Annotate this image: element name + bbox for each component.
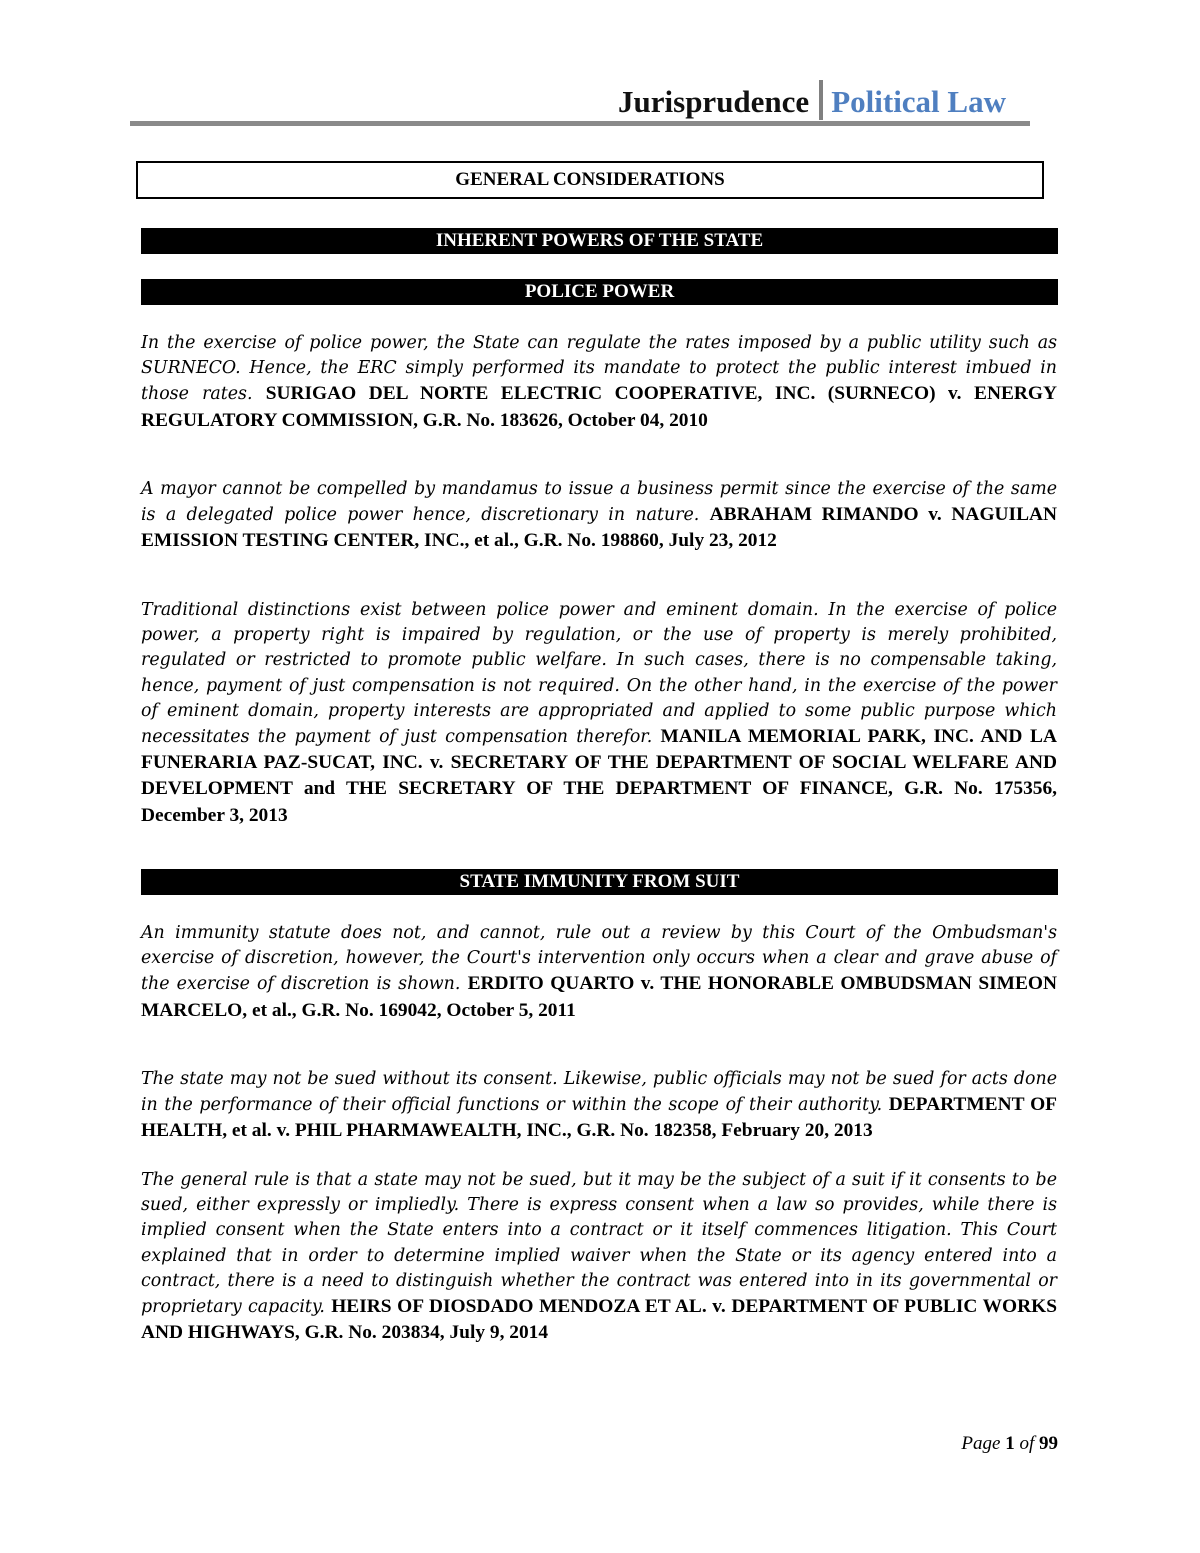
paragraph-3 xyxy=(141,598,1057,829)
case-citation: HEIRS OF DIOSDADO MENDOZA ET AL. v. DEPARTMENT OF PUBLIC WORKS AND HIGHWAYS, G.R. No. 203834, July 9, 2014 xyxy=(141,1296,1058,1344)
paragraph-text: In the exercise of police power, the State can regulate the rates imposed by a public utility such as SURNECO. Hence, the ERC simply performed its mandate to protect the public interest imbued in those rates. xyxy=(141,333,1057,405)
paragraph-text: The state may not be sued without its consent. Likewise, public officials may not be sued for acts done in the performance of their official functions or within the scope of their authority. xyxy=(141,1069,1057,1116)
case-citation: MANILA MEMORIAL PARK, INC. AND LA FUNERARIA PAZ-SUCAT, INC. v. SECRETARY OF THE DEPARTMENT OF SOCIAL WELFARE AND DEVELOPMENT and THE SECRETARY OF THE DEPARTMENT OF FINANCE, G.R. No. 175356, December 3, 2013 xyxy=(141,726,1057,826)
header-divider xyxy=(819,80,823,120)
paragraph-6 xyxy=(141,1168,1057,1346)
paragraph-2 xyxy=(141,477,1057,555)
page-header xyxy=(130,70,1030,124)
section-general-considerations: GENERAL CONSIDERATIONS xyxy=(136,161,1044,199)
section-inherent-powers: INHERENT POWERS OF THE STATE xyxy=(141,228,1058,254)
header-title-right: Political Law xyxy=(831,84,1006,119)
footer-page-word: Page xyxy=(961,1433,1001,1454)
paragraph-text: An immunity statute does not, and cannot, rule out a review by this Court of the Ombudsman's exercise of discretion, however, the Court's intervention only occurs when a clear and grave abuse of the exercise of discretion is shown. xyxy=(141,923,1057,995)
header-rule xyxy=(130,121,1030,126)
paragraph-1 xyxy=(141,331,1057,434)
page-footer xyxy=(961,1433,1058,1455)
footer-total-pages: 99 xyxy=(1039,1433,1058,1454)
case-citation: ABRAHAM RIMANDO v. NAGUILAN EMISSION TESTING CENTER, INC., et al., G.R. No. 198860, July 23, 2012 xyxy=(141,504,1058,552)
footer-page-number: 1 xyxy=(1005,1433,1015,1454)
section-police-power: POLICE POWER xyxy=(141,279,1058,305)
case-citation: ERDITO QUARTO v. THE HONORABLE OMBUDSMAN SIMEON MARCELO, et al., G.R. No. 169042, October 5, 2011 xyxy=(141,973,1057,1021)
section-state-immunity: STATE IMMUNITY FROM SUIT xyxy=(141,869,1058,895)
footer-of-word: of xyxy=(1019,1433,1035,1454)
paragraph-5 xyxy=(141,1067,1057,1145)
paragraph-text: The general rule is that a state may not be sued, but it may be the subject of a suit if it consents to be sued, either expressly or impliedly. There is express consent when a law so provides, while there is implied consent when the State enters into a contract or it itself commences litigation. This Court explained that in order to determine implied waiver when the State or its agency entered into a contract, there is a need to distinguish whether the contract was entered into in its governmental or proprietary capacity. xyxy=(141,1170,1057,1318)
header-title-left: Jurisprudence xyxy=(618,84,810,119)
case-citation: SURIGAO DEL NORTE ELECTRIC COOPERATIVE, INC. (SURNECO) v. ENERGY REGULATORY COMMISSION, G.R. No. 183626, October 04, 2010 xyxy=(141,383,1057,431)
paragraph-text: Traditional distinctions exist between police power and eminent domain. In the exercise of police power, a property right is impaired by regulation, or the use of property is merely prohibited, regulated or restricted to promote public welfare. In such cases, there is no compensable taking, hence, payment of just compensation is not required. On the other hand, in the exercise of the power of eminent domain, property interests are appropriated and applied to some public purpose which necessitates the payment of just compensation therefor. xyxy=(141,600,1057,748)
case-citation: DEPARTMENT OF HEALTH, et al. v. PHIL PHARMAWEALTH, INC., G.R. No. 182358, February 20, 2013 xyxy=(141,1094,1057,1142)
header-title xyxy=(618,80,1006,120)
paragraph-text: A mayor cannot be compelled by mandamus to issue a business permit since the exercise of the same is a delegated police power hence, discretionary in nature. xyxy=(141,479,1057,526)
paragraph-4 xyxy=(141,921,1057,1024)
